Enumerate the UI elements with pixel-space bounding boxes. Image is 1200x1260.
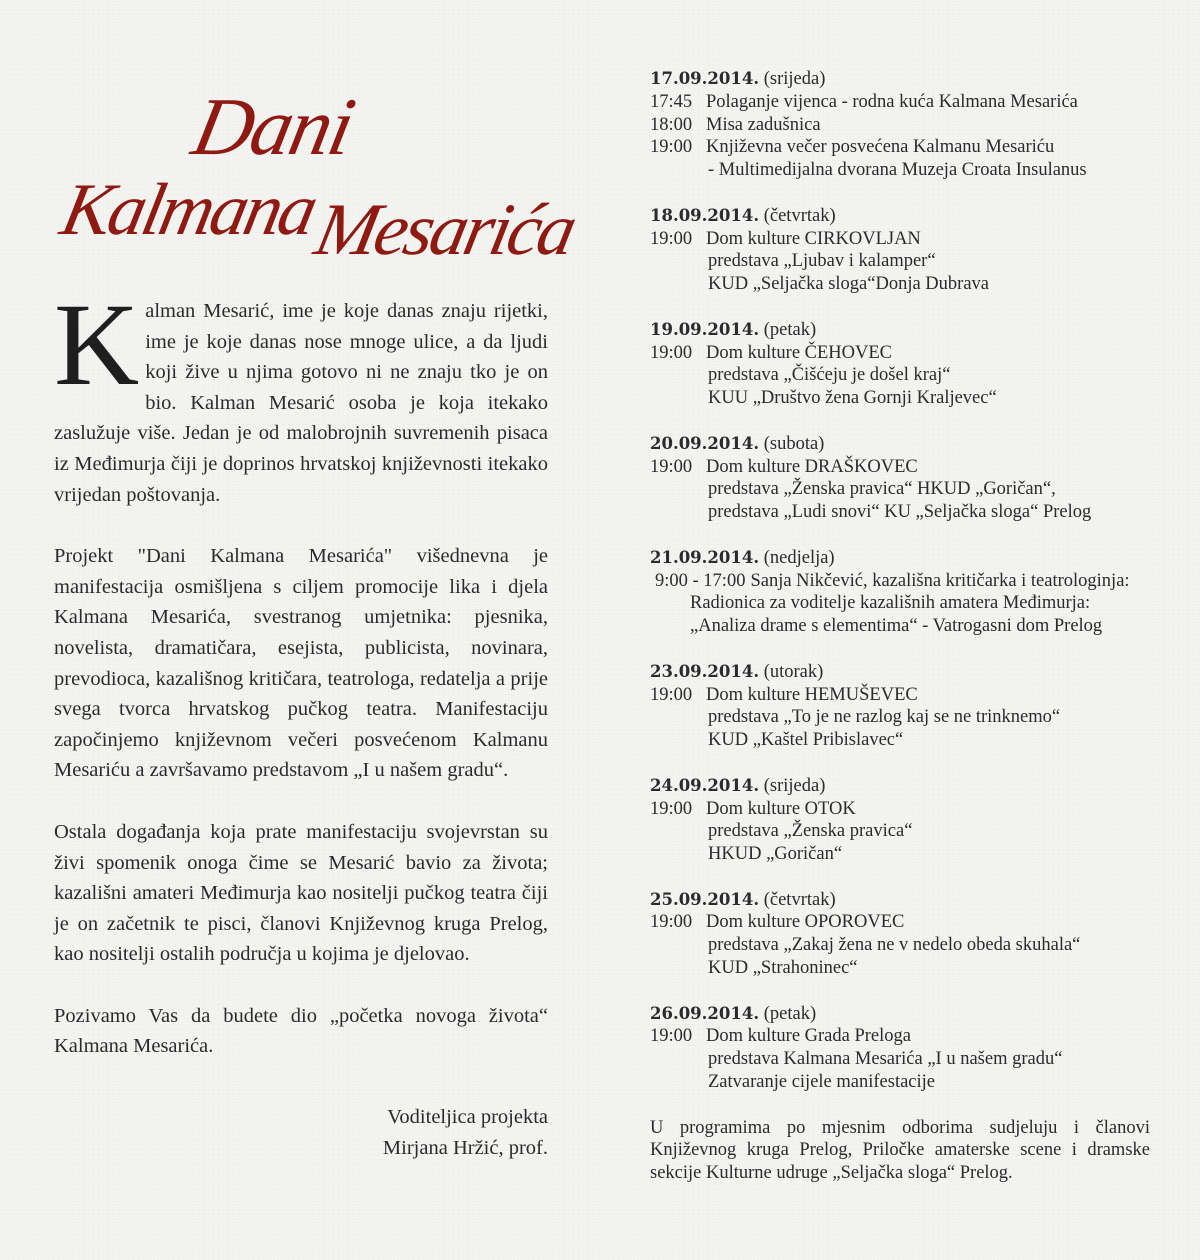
intro-paragraph-3: Ostala događanja koja prate manifestaciju svojevrstan su živi spomenik onoga čime se Mesarić bavio za života; kazališni amateri Međimurja kao nositelji pučkog teatra čiji je on začetnik te pisci, članovi Književnog kruga Prelog, kao nositelji ostalih područja u kojima je djelovao. (54, 820, 548, 966)
title-line-mesarica: Mesarića (308, 189, 582, 271)
title-line-dani: Dani (185, 81, 361, 172)
event-text: - Multimedijalna dvorana Muzeja Croata Insulanus (708, 160, 1087, 181)
event-line (650, 91, 1150, 114)
event-text: Dom kulture OTOK (706, 798, 856, 819)
event-text: predstava „Ženska pravica“ HKUD „Goričan“, (708, 479, 1056, 500)
event-line (650, 957, 1150, 980)
event-text: Radionica za voditelje kazališnih amatera Međimurja: (690, 593, 1091, 614)
event-time: 19:00 (650, 137, 693, 158)
day-date: 21.09.2014. (650, 547, 760, 567)
schedule (650, 68, 1150, 1185)
event-time: 19:00 (650, 684, 693, 705)
event-text: KUD „Kaštel Pribislavec“ (708, 730, 904, 751)
schedule-day (650, 205, 1150, 296)
day-weekday: (nedjelja) (763, 547, 835, 568)
event-line (650, 934, 1150, 957)
intro-paragraph-1-text: alman Mesarić, ime je koje danas znaju rijetki, ime je koje danas nose mnoge ulice, a da ljudi koji žive u njima gotovo ni ne znaju tko je on bio. Kalman Mesarić osoba je koja itekako zaslužuje više. Jedan je od malobrojnih suvremenih pisaca iz Međimurja čiji je doprinos hrvatskoj književnosti itekako vrijedan poštovanja. (54, 300, 548, 506)
event-text: predstava „Ženska pravica“ (708, 821, 913, 842)
schedule-day (650, 68, 1150, 182)
schedule-day (650, 319, 1150, 410)
event-text: Polaganje vijenca - rodna kuća Kalmana Mesarića (706, 91, 1078, 112)
event-text: predstava „Zakaj žena ne v nedelo obeda skuhala“ (708, 935, 1081, 956)
title (54, 80, 582, 280)
event-time: 19:00 (650, 228, 693, 249)
event-line (650, 387, 1150, 410)
event-line (650, 456, 1150, 479)
event-time: 19:00 (650, 912, 693, 933)
intro-text (54, 279, 548, 1163)
event-line (650, 706, 1150, 729)
schedule-day (650, 547, 1150, 638)
closing-note: U programima po mjesnim odborima sudjeluju i članovi Književnog kruga Prelog, Priločke amaterske scene i dramske sekcije Kulturne udruge „Seljačka sloga“ Prelog. (650, 1117, 1150, 1184)
event-line (650, 364, 1150, 387)
event-text: Sanja Nikčević, kazališna kritičarka i teatrologinja: (750, 570, 1130, 591)
schedule-day (650, 661, 1150, 752)
day-weekday: (srijeda) (763, 775, 826, 796)
event-text: Književna večer posvećena Kalmanu Mesariću (706, 137, 1055, 158)
event-time: 9:00 - 17:00 (655, 570, 746, 591)
event-line (650, 798, 1150, 821)
event-text: Dom kulture ČEHOVEC (706, 342, 893, 363)
event-line (650, 1071, 1150, 1094)
event-time: 18:00 (650, 114, 693, 135)
event-time: 19:00 (650, 456, 693, 477)
signature-name: Mirjana Hržić, prof. (382, 1136, 548, 1159)
event-text: „Analiza drame s elementima“ - Vatrogasni dom Prelog (690, 616, 1103, 637)
intro-paragraph-2: Projekt "Dani Kalmana Mesarića" višednevna je manifestacija osmišljena s ciljem promocije lika i djela Kalmana Mesarića, svestranog umjetnika: pjesnika, novelista, dramatičara, esejista, publicista, novinara, prevodioca, kazališnog kritičara, teatrologa, redatelja a prije svega tvorca hrvatskog pučkog teatra. Manifestaciju započinjemo književnom večeri posvećenom Kalmanu Mesariću a završavamo predstavom „I u našem gradu“. (54, 545, 548, 782)
event-text: KUD „Strahoninec“ (708, 958, 858, 979)
event-text: predstava „Ludi snovi“ KU „Seljačka sloga“ Prelog (708, 502, 1092, 523)
signature (54, 1102, 548, 1163)
event-line (650, 615, 1150, 638)
day-date: 18.09.2014. (650, 205, 760, 225)
day-weekday: (srijeda) (763, 69, 826, 89)
event-line (650, 273, 1150, 296)
event-text: predstava Kalmana Mesarića „I u našem gradu“ (708, 1049, 1063, 1070)
day-weekday: (subota) (763, 433, 825, 454)
event-line (650, 159, 1150, 182)
event-line (650, 342, 1150, 365)
signature-role: Voditeljica projekta (387, 1106, 548, 1129)
event-line (650, 136, 1150, 159)
day-heading (650, 319, 1150, 342)
day-date: 26.09.2014. (650, 1003, 760, 1023)
day-heading (650, 205, 1150, 228)
event-line (650, 250, 1150, 273)
schedule-day (650, 775, 1150, 866)
event-text: KUU „Društvo žena Gornji Kraljevec“ (708, 388, 997, 409)
event-text: KUD „Seljačka sloga“Donja Dubrava (708, 274, 989, 295)
event-line (650, 570, 1150, 593)
event-text: Dom kulture HEMUŠEVEC (706, 684, 918, 705)
day-weekday: (četvrtak) (763, 889, 836, 910)
title-line-kalmana: Kalmana (54, 169, 323, 251)
event-line (650, 1025, 1150, 1048)
event-line (650, 228, 1150, 251)
event-line (650, 501, 1150, 524)
day-heading (650, 1003, 1150, 1026)
drop-cap: K (54, 279, 140, 410)
event-text: Dom kulture OPOROVEC (706, 912, 905, 933)
event-line (650, 478, 1150, 501)
event-text: HKUD „Goričan“ (708, 844, 843, 865)
day-weekday: (petak) (763, 1003, 817, 1024)
day-heading (650, 68, 1150, 91)
event-line (650, 729, 1150, 752)
day-heading (650, 889, 1150, 912)
event-line (650, 1048, 1150, 1071)
intro-paragraph-4: Pozivamo Vas da budete dio „početka novoga života“ Kalmana Mesarića. (54, 1004, 548, 1058)
intro-paragraph-1 (54, 279, 548, 510)
day-date: 23.09.2014. (650, 661, 760, 681)
day-weekday: (četvrtak) (763, 205, 836, 226)
day-weekday: (petak) (763, 319, 817, 340)
day-date: 20.09.2014. (650, 433, 760, 453)
event-line (650, 820, 1150, 843)
event-text: Dom kulture DRAŠKOVEC (706, 456, 918, 477)
event-time: 19:00 (650, 1026, 693, 1047)
day-date: 25.09.2014. (650, 889, 760, 909)
schedule-list (650, 68, 1150, 1094)
day-heading (650, 433, 1150, 456)
schedule-day (650, 1003, 1150, 1094)
day-date: 24.09.2014. (650, 775, 760, 795)
schedule-day (650, 889, 1150, 980)
event-text: Zatvaranje cijele manifestacije (708, 1072, 936, 1093)
event-line (650, 843, 1150, 866)
day-heading (650, 661, 1150, 684)
event-time: 19:00 (650, 342, 693, 363)
event-text: Misa zadušnica (706, 114, 821, 135)
event-line (650, 684, 1150, 707)
day-date: 17.09.2014. (650, 69, 760, 88)
event-line (650, 911, 1150, 934)
event-time: 17:45 (650, 91, 693, 112)
event-time: 19:00 (650, 798, 693, 819)
event-line (650, 114, 1150, 137)
event-text: predstava „Ljubav i kalamper“ (708, 251, 936, 272)
day-heading (650, 775, 1150, 798)
day-date: 19.09.2014. (650, 319, 760, 339)
event-text: Dom kulture CIRKOVLJAN (706, 228, 921, 249)
event-text: predstava „Čišćeju je došel kraj“ (708, 365, 951, 386)
day-heading (650, 547, 1150, 570)
event-text: Dom kulture Grada Preloga (706, 1026, 911, 1047)
event-line (650, 592, 1150, 615)
event-text: predstava „To je ne razlog kaj se ne trinknemo“ (708, 707, 1061, 728)
schedule-day (650, 433, 1150, 524)
day-weekday: (utorak) (763, 661, 824, 682)
